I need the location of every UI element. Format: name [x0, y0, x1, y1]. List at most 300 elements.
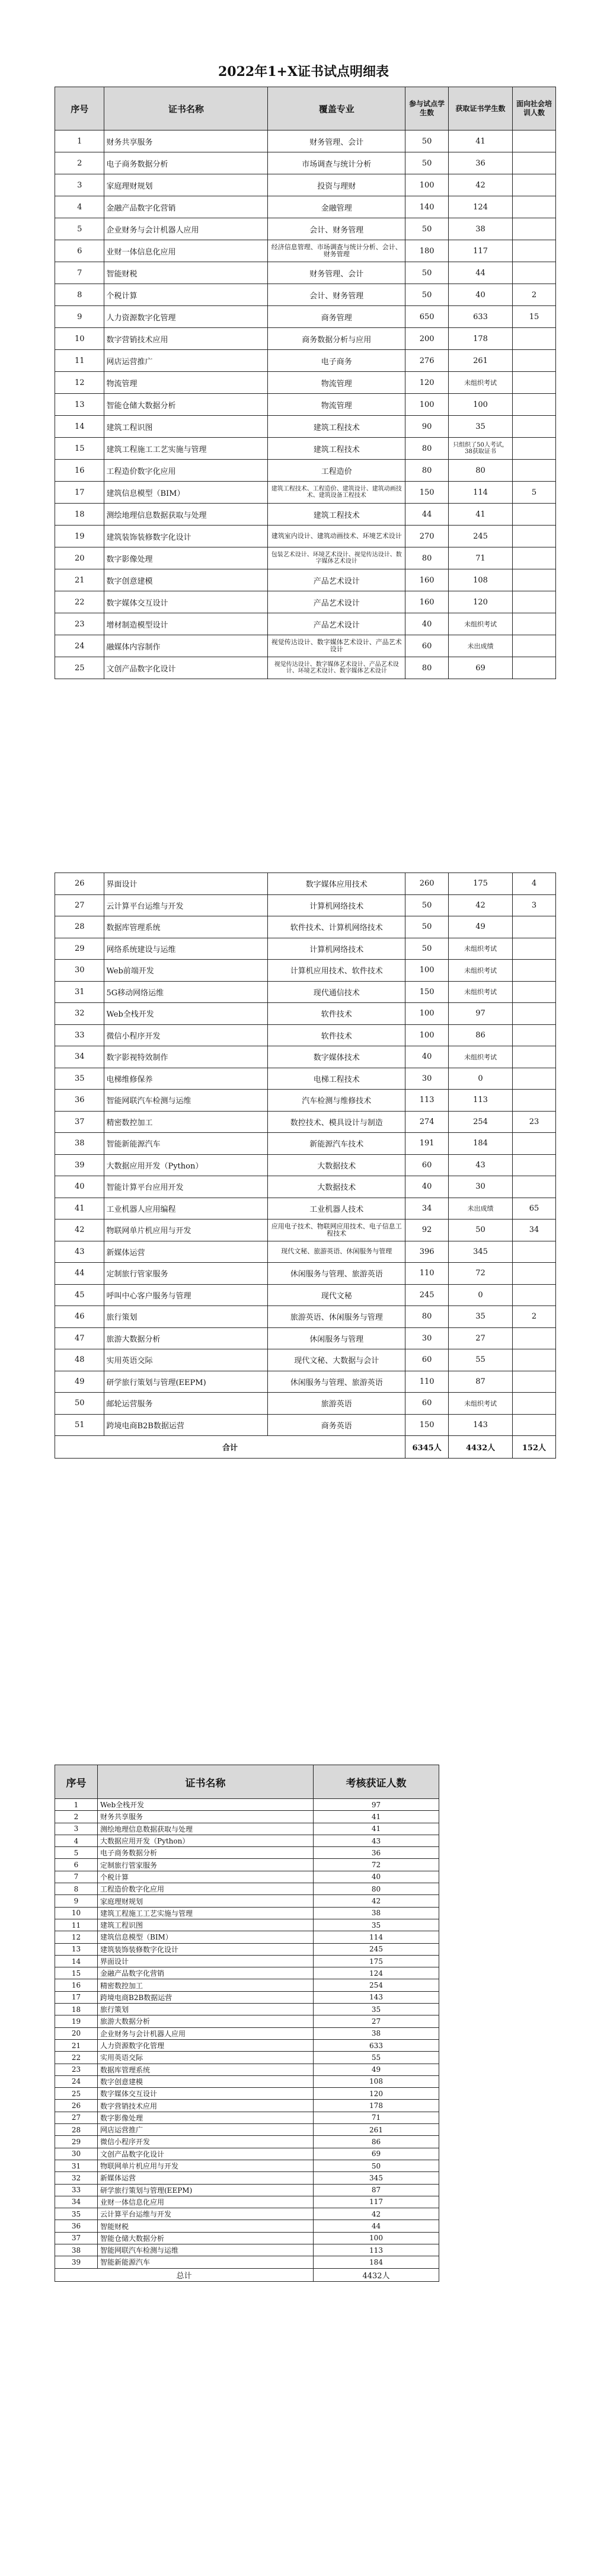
summary-row-index: 36 — [55, 2220, 98, 2232]
participant-count: 160 — [405, 569, 449, 591]
cert-name: 旅游大数据分析 — [104, 1327, 268, 1349]
certified-count: 245 — [449, 526, 513, 547]
row-index: 20 — [55, 547, 104, 569]
table-row — [55, 196, 556, 218]
social-training-count — [512, 504, 555, 526]
certified-count: 30 — [449, 1176, 513, 1198]
summary-row — [55, 2052, 439, 2064]
covered-majors: 计算机应用技术、软件技术 — [268, 960, 405, 982]
social-training-count — [512, 591, 555, 613]
summary-certified-count: 69 — [314, 2148, 439, 2160]
row-index: 35 — [55, 1068, 104, 1090]
table-row — [55, 1393, 556, 1415]
table-row — [55, 240, 556, 262]
cert-name: 云计算平台运维与开发 — [104, 894, 268, 916]
summary-row — [55, 1883, 439, 1895]
cert-name: 网店运营推广 — [104, 350, 268, 372]
table-row — [55, 657, 556, 679]
row-index: 17 — [55, 482, 104, 504]
social-training-count — [512, 1133, 555, 1155]
participant-count: 150 — [405, 981, 449, 1003]
covered-majors: 数字媒体技术 — [268, 1046, 405, 1068]
summary-row-index: 34 — [55, 2196, 98, 2208]
cert-name: 研学旅行策划与管理(EEPM) — [104, 1371, 268, 1393]
certified-count: 108 — [449, 569, 513, 591]
covered-majors: 现代通信技术 — [268, 981, 405, 1003]
social-training-count — [512, 1024, 555, 1046]
total-social: 152人 — [512, 1436, 555, 1459]
summary-total-count: 4432人 — [314, 2268, 439, 2281]
cert-name: 数字影视特效制作 — [104, 1046, 268, 1068]
summary-row — [55, 2100, 439, 2112]
certified-count: 未出成绩 — [449, 1198, 513, 1219]
cert-name: 物联网单片机应用与开发 — [104, 1219, 268, 1241]
social-training-count — [512, 938, 555, 960]
social-training-count — [512, 1393, 555, 1415]
participant-count: 92 — [405, 1219, 449, 1241]
table-row — [55, 306, 556, 328]
summary-row — [55, 2256, 439, 2268]
table-row — [55, 938, 556, 960]
cert-name: 微信小程序开发 — [104, 1024, 268, 1046]
participant-count: 270 — [405, 526, 449, 547]
table-row — [55, 1327, 556, 1349]
covered-majors: 电子商务 — [268, 350, 405, 372]
summary-certified-count: 36 — [314, 1847, 439, 1859]
social-training-count — [512, 613, 555, 635]
certified-count-summary-table — [55, 1765, 439, 2282]
row-index: 24 — [55, 635, 104, 657]
summary-cert-name: 数据库管理系统 — [98, 2064, 314, 2075]
summary-certified-count: 113 — [314, 2244, 439, 2256]
row-index: 45 — [55, 1284, 104, 1306]
participant-count: 60 — [405, 1393, 449, 1415]
certified-count: 42 — [449, 174, 513, 196]
row-index: 12 — [55, 372, 104, 394]
social-training-count — [512, 1371, 555, 1393]
cert-name: 智能新能源汽车 — [104, 1133, 268, 1155]
social-training-count — [512, 196, 555, 218]
participant-count: 50 — [405, 284, 449, 306]
summary-certified-count: 633 — [314, 2039, 439, 2051]
summary-certified-count: 38 — [314, 1907, 439, 1919]
cert-name: 财务共享服务 — [104, 130, 268, 152]
certified-count: 未组织考试 — [449, 960, 513, 982]
row-index: 11 — [55, 350, 104, 372]
summary-row — [55, 1991, 439, 2003]
certified-count: 42 — [449, 894, 513, 916]
cert-name: 智能财税 — [104, 262, 268, 284]
summary-cert-name: 智能仓储大数据分析 — [98, 2232, 314, 2244]
participant-count: 100 — [405, 1024, 449, 1046]
cert-name: 新媒体运营 — [104, 1241, 268, 1263]
summary-header-index: 序号 — [55, 1765, 98, 1799]
cert-name: 融媒体内容制作 — [104, 635, 268, 657]
table-row — [55, 981, 556, 1003]
summary-certified-count: 35 — [314, 1919, 439, 1931]
certified-count: 35 — [449, 1306, 513, 1328]
summary-certified-count: 42 — [314, 1895, 439, 1907]
summary-row — [55, 1871, 439, 1883]
summary-certified-count: 41 — [314, 1823, 439, 1835]
covered-majors: 现代文秘、大数据与会计 — [268, 1349, 405, 1371]
summary-row-index: 11 — [55, 1919, 98, 1931]
table-row — [55, 960, 556, 982]
table-row — [55, 130, 556, 152]
participant-count: 191 — [405, 1133, 449, 1155]
cert-name: 跨境电商B2B数据运营 — [104, 1414, 268, 1436]
table-row — [55, 526, 556, 547]
certified-count: 40 — [449, 284, 513, 306]
participant-count: 40 — [405, 613, 449, 635]
summary-row-index: 13 — [55, 1943, 98, 1955]
row-index: 30 — [55, 960, 104, 982]
summary-row — [55, 2196, 439, 2208]
summary-certified-count: 72 — [314, 1859, 439, 1871]
summary-certified-count: 43 — [314, 1835, 439, 1846]
summary-row-index: 37 — [55, 2232, 98, 2244]
row-index: 39 — [55, 1154, 104, 1176]
participant-count: 80 — [405, 547, 449, 569]
table-row — [55, 1090, 556, 1112]
certified-count: 38 — [449, 218, 513, 240]
participant-count: 113 — [405, 1090, 449, 1112]
cert-name: 建筑工程施工工艺实施与管理 — [104, 438, 268, 460]
summary-row-index: 35 — [55, 2208, 98, 2220]
certified-count: 只组织了50人考试，38获取证书 — [449, 438, 513, 460]
row-index: 6 — [55, 240, 104, 262]
covered-majors: 计算机网络技术 — [268, 938, 405, 960]
summary-certified-count: 261 — [314, 2124, 439, 2136]
summary-row-index: 38 — [55, 2244, 98, 2256]
cert-name: 智能仓储大数据分析 — [104, 394, 268, 416]
summary-row-index: 31 — [55, 2160, 98, 2171]
table-row — [55, 873, 556, 895]
summary-row-index: 9 — [55, 1895, 98, 1907]
row-index: 44 — [55, 1263, 104, 1285]
certified-count: 41 — [449, 130, 513, 152]
summary-cert-name: 实用英语交际 — [98, 2052, 314, 2064]
social-training-count — [512, 218, 555, 240]
social-training-count — [512, 240, 555, 262]
participant-count: 60 — [405, 635, 449, 657]
summary-row-index: 3 — [55, 1823, 98, 1835]
summary-row — [55, 2148, 439, 2160]
table-row — [55, 1241, 556, 1263]
summary-certified-count: 114 — [314, 1931, 439, 1943]
social-training-count — [512, 1176, 555, 1198]
covered-majors: 建筑工程技术、工程造价、建筑设计、建筑动画技术、建筑设备工程技术 — [268, 482, 405, 504]
table-row — [55, 262, 556, 284]
row-index: 38 — [55, 1133, 104, 1155]
row-index: 46 — [55, 1306, 104, 1328]
certified-count: 261 — [449, 350, 513, 372]
row-index: 32 — [55, 1003, 104, 1025]
certified-count: 44 — [449, 262, 513, 284]
participant-count: 30 — [405, 1068, 449, 1090]
table-row — [55, 394, 556, 416]
social-training-count — [512, 416, 555, 438]
participant-count: 150 — [405, 1414, 449, 1436]
certified-count: 113 — [449, 1090, 513, 1112]
summary-cert-name: 研学旅行策划与管理(EEPM) — [98, 2184, 314, 2196]
summary-cert-name: 旅游大数据分析 — [98, 2015, 314, 2027]
row-index: 19 — [55, 526, 104, 547]
certified-count: 41 — [449, 504, 513, 526]
row-index: 22 — [55, 591, 104, 613]
social-training-count: 3 — [512, 894, 555, 916]
social-training-count — [512, 1046, 555, 1068]
covered-majors: 经济信息管理、市场调查与统计分析、会计、财务管理 — [268, 240, 405, 262]
summary-cert-name: 智能网联汽车检测与运维 — [98, 2244, 314, 2256]
social-training-count — [512, 960, 555, 982]
header-participants: 参与试点学生数 — [405, 87, 449, 130]
summary-certified-count: 245 — [314, 1943, 439, 1955]
summary-cert-name: 人力资源数字化管理 — [98, 2039, 314, 2051]
table-row — [55, 1154, 556, 1176]
cert-name: 智能计算平台应用开发 — [104, 1176, 268, 1198]
participant-count: 44 — [405, 504, 449, 526]
covered-majors: 产品艺术设计 — [268, 613, 405, 635]
summary-row — [55, 1979, 439, 1991]
cert-name: 电梯维修保养 — [104, 1068, 268, 1090]
cert-name: 增材制造模型设计 — [104, 613, 268, 635]
certified-count: 71 — [449, 547, 513, 569]
row-index: 25 — [55, 657, 104, 679]
summary-header-row — [55, 1765, 439, 1799]
row-index: 40 — [55, 1176, 104, 1198]
row-index: 43 — [55, 1241, 104, 1263]
table-row — [55, 1349, 556, 1371]
summary-certified-count: 254 — [314, 1979, 439, 1991]
summary-row — [55, 1919, 439, 1931]
summary-certified-count: 87 — [314, 2184, 439, 2196]
summary-cert-name: 建筑装饰装修数字化设计 — [98, 1943, 314, 1955]
summary-row — [55, 1931, 439, 1943]
covered-majors: 建筑工程技术 — [268, 416, 405, 438]
table-row — [55, 1133, 556, 1155]
summary-row — [55, 2088, 439, 2100]
pilot-detail-table-part-1 — [55, 87, 556, 679]
summary-certified-count: 71 — [314, 2112, 439, 2123]
covered-majors: 休闲服务与管理 — [268, 1327, 405, 1349]
covered-majors: 建筑工程技术 — [268, 504, 405, 526]
table-row — [55, 1284, 556, 1306]
cert-name: 旅行策划 — [104, 1306, 268, 1328]
social-training-count: 23 — [512, 1111, 555, 1133]
table-row — [55, 1111, 556, 1133]
table-row — [55, 591, 556, 613]
summary-cert-name: 定制旅行管家服务 — [98, 1859, 314, 1871]
summary-row-index: 18 — [55, 2004, 98, 2015]
social-training-count — [512, 635, 555, 657]
summary-cert-name: 数字营销技术应用 — [98, 2100, 314, 2112]
certified-count: 184 — [449, 1133, 513, 1155]
cert-name: 人力资源数字化管理 — [104, 306, 268, 328]
summary-cert-name: 网店运营推广 — [98, 2124, 314, 2136]
covered-majors: 物流管理 — [268, 372, 405, 394]
covered-majors: 现代文秘、旅游英语、休闲服务与管理 — [268, 1241, 405, 1263]
row-index: 21 — [55, 569, 104, 591]
table-row — [55, 916, 556, 938]
summary-row-index: 4 — [55, 1835, 98, 1846]
certified-count: 未组织考试 — [449, 1393, 513, 1415]
social-training-count — [512, 438, 555, 460]
participant-count: 396 — [405, 1241, 449, 1263]
summary-cert-name: 文创产品数字化设计 — [98, 2148, 314, 2160]
table-row — [55, 438, 556, 460]
summary-total-label: 总计 — [55, 2268, 314, 2281]
cert-name: 金融产品数字化营销 — [104, 196, 268, 218]
certified-count: 114 — [449, 482, 513, 504]
social-training-count — [512, 1154, 555, 1176]
social-training-count — [512, 372, 555, 394]
summary-cert-name: Web全栈开发 — [98, 1799, 314, 1811]
summary-cert-name: 新媒体运营 — [98, 2172, 314, 2184]
summary-cert-name: 微信小程序开发 — [98, 2136, 314, 2148]
certified-count: 0 — [449, 1068, 513, 1090]
table-row — [55, 1046, 556, 1068]
covered-majors: 旅游英语 — [268, 1393, 405, 1415]
summary-cert-name: 旅行策划 — [98, 2004, 314, 2015]
row-index: 49 — [55, 1371, 104, 1393]
table-row — [55, 372, 556, 394]
summary-row-index: 30 — [55, 2148, 98, 2160]
row-index: 31 — [55, 981, 104, 1003]
social-training-count — [512, 460, 555, 482]
table-row — [55, 1371, 556, 1393]
summary-certified-count: 120 — [314, 2088, 439, 2100]
cert-name: 网络系统建设与运维 — [104, 938, 268, 960]
summary-certified-count: 184 — [314, 2256, 439, 2268]
cert-name: 精密数控加工 — [104, 1111, 268, 1133]
social-training-count — [512, 1241, 555, 1263]
cert-name: 智能网联汽车检测与运维 — [104, 1090, 268, 1112]
row-index: 9 — [55, 306, 104, 328]
certified-count: 未出成绩 — [449, 635, 513, 657]
row-index: 7 — [55, 262, 104, 284]
summary-row — [55, 2112, 439, 2123]
covered-majors: 商务英语 — [268, 1414, 405, 1436]
covered-majors: 市场调查与统计分析 — [268, 152, 405, 174]
participant-count: 50 — [405, 152, 449, 174]
summary-cert-name: 建筑工程识图 — [98, 1919, 314, 1931]
cert-name: 业财一体信息化应用 — [104, 240, 268, 262]
social-training-count — [512, 328, 555, 350]
social-training-count — [512, 1414, 555, 1436]
covered-majors: 建筑工程技术 — [268, 438, 405, 460]
cert-name: 企业财务与会计机器人应用 — [104, 218, 268, 240]
row-index: 16 — [55, 460, 104, 482]
covered-majors: 商务管理 — [268, 306, 405, 328]
participant-count: 100 — [405, 960, 449, 982]
participant-count: 80 — [405, 657, 449, 679]
summary-cert-name: 业财一体信息化应用 — [98, 2196, 314, 2208]
cert-name: 界面设计 — [104, 873, 268, 895]
table-header-row — [55, 87, 556, 130]
social-training-count — [512, 916, 555, 938]
summary-certified-count: 55 — [314, 2052, 439, 2064]
summary-cert-name: 大数据应用开发（Python） — [98, 1835, 314, 1846]
cert-name: 建筑信息模型（BIM） — [104, 482, 268, 504]
covered-majors: 工业机器人技术 — [268, 1198, 405, 1219]
table-row — [55, 416, 556, 438]
participant-count: 140 — [405, 196, 449, 218]
covered-majors: 建筑室内设计、建筑动画技术、环境艺术设计 — [268, 526, 405, 547]
participant-count: 150 — [405, 482, 449, 504]
summary-row — [55, 2160, 439, 2171]
row-index: 8 — [55, 284, 104, 306]
summary-row — [55, 1859, 439, 1871]
summary-row — [55, 1907, 439, 1919]
summary-row-index: 25 — [55, 2088, 98, 2100]
summary-total-row — [55, 2268, 439, 2281]
cert-name: 数字媒体交互设计 — [104, 591, 268, 613]
table-row — [55, 152, 556, 174]
summary-row — [55, 2232, 439, 2244]
participant-count: 110 — [405, 1263, 449, 1285]
cert-name: 个税计算 — [104, 284, 268, 306]
summary-cert-name: 家庭理财规划 — [98, 1895, 314, 1907]
summary-certified-count: 143 — [314, 1991, 439, 2003]
covered-majors: 数控技术、模具设计与制造 — [268, 1111, 405, 1133]
participant-count: 34 — [405, 1198, 449, 1219]
summary-row — [55, 2184, 439, 2196]
summary-header-cert-name: 证书名称 — [98, 1765, 314, 1799]
participant-count: 40 — [405, 1176, 449, 1198]
social-training-count: 2 — [512, 284, 555, 306]
summary-row — [55, 2136, 439, 2148]
table-row — [55, 460, 556, 482]
certified-count: 97 — [449, 1003, 513, 1025]
certified-count: 0 — [449, 1284, 513, 1306]
covered-majors: 商务数据分析与应用 — [268, 328, 405, 350]
participant-count: 90 — [405, 416, 449, 438]
social-training-count — [512, 1090, 555, 1112]
certified-count: 80 — [449, 460, 513, 482]
summary-cert-name: 工程造价数字化应用 — [98, 1883, 314, 1895]
covered-majors: 汽车检测与维修技术 — [268, 1090, 405, 1112]
table-row — [55, 1414, 556, 1436]
total-certified: 4432人 — [449, 1436, 513, 1459]
certified-count: 27 — [449, 1327, 513, 1349]
participant-count: 276 — [405, 350, 449, 372]
participant-count: 100 — [405, 174, 449, 196]
row-index: 36 — [55, 1090, 104, 1112]
covered-majors: 财务管理、会计 — [268, 130, 405, 152]
social-training-count — [512, 1263, 555, 1285]
certified-count: 87 — [449, 1371, 513, 1393]
certified-count: 未组织考试 — [449, 981, 513, 1003]
row-index: 1 — [55, 130, 104, 152]
summary-certified-count: 41 — [314, 1811, 439, 1823]
summary-cert-name: 金融产品数字化营销 — [98, 1967, 314, 1979]
social-training-count: 65 — [512, 1198, 555, 1219]
total-row — [55, 1436, 556, 1459]
participant-count: 50 — [405, 262, 449, 284]
summary-row — [55, 1895, 439, 1907]
summary-cert-name: 测绘地理信息数据获取与处理 — [98, 1823, 314, 1835]
social-training-count — [512, 547, 555, 569]
participant-count: 80 — [405, 438, 449, 460]
row-index: 4 — [55, 196, 104, 218]
covered-majors: 数字媒体应用技术 — [268, 873, 405, 895]
participant-count: 650 — [405, 306, 449, 328]
covered-majors: 金融管理 — [268, 196, 405, 218]
table-row — [55, 569, 556, 591]
summary-row-index: 19 — [55, 2015, 98, 2027]
summary-certified-count: 27 — [314, 2015, 439, 2027]
